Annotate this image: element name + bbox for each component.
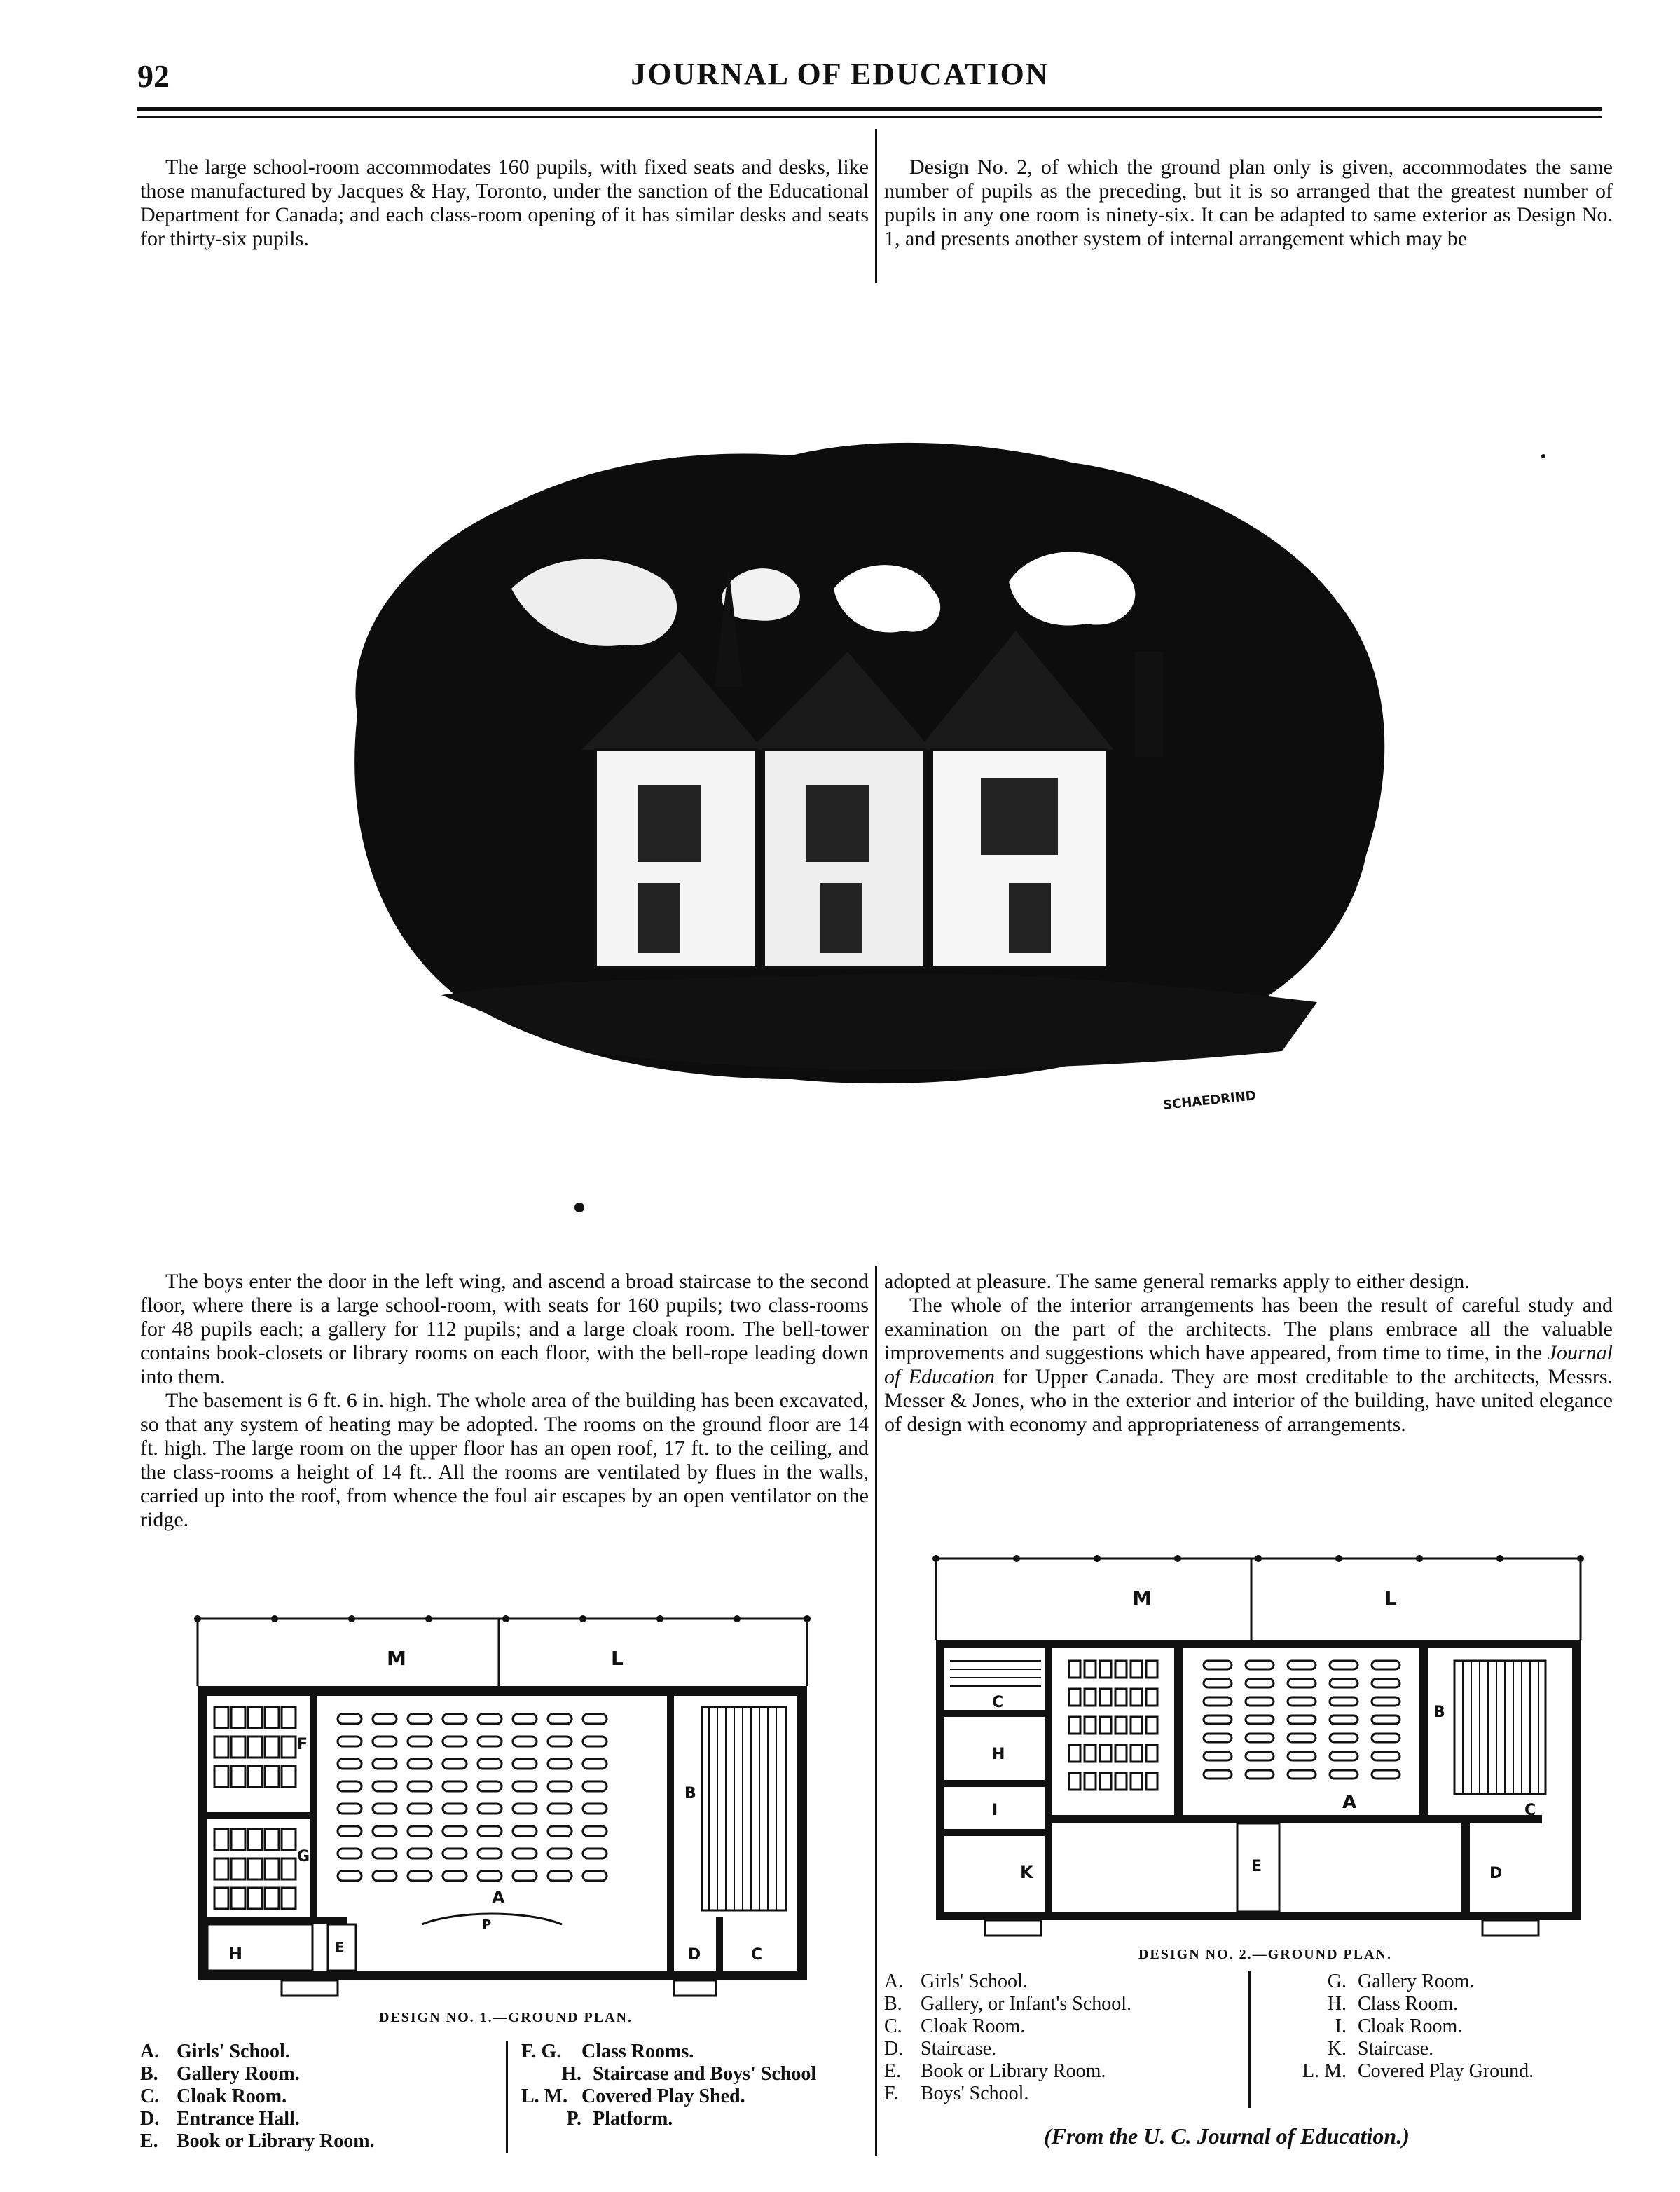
legend-key: H.	[561, 2063, 581, 2085]
legend-key: K.	[1327, 2038, 1347, 2060]
legend-row	[140, 2085, 476, 2108]
plan2-label-d: D	[1489, 1865, 1503, 1882]
dot-mark	[574, 1203, 584, 1212]
legend-key: B.	[140, 2063, 158, 2085]
plan1-caption: DESIGN NO. 1.—GROUND PLAN.	[378, 2010, 633, 2025]
header-rule	[137, 107, 1602, 111]
legend-row	[521, 2041, 858, 2063]
legend-divider	[1248, 1971, 1251, 2108]
legend-row	[1269, 1993, 1606, 2015]
legend-key: D.	[140, 2108, 160, 2130]
legend-text: Covered Play Shed.	[581, 2085, 745, 2107]
legend-key: G.	[1327, 1971, 1347, 1992]
left-paragraph-2: The basement is 6 ft. 6 in. high. The whole area of the building has been excavated, so that any system of heating may be adopted. The rooms on the ground floor are 14 ft. high. The large room on the upper floor has an open roof, 17 ft. to the ceiling, and the class-rooms a height of 14 ft.. All the rooms are ventilated by flues in the walls, carried up into the roof, from whence the foul air escapes by an open ventilator on the ridge.	[140, 1389, 869, 1531]
legend-key: E.	[884, 2060, 902, 2082]
right-column-text	[884, 1270, 1613, 1437]
plan2-label-a: A	[1342, 1792, 1357, 1813]
engraver-signature: SCHAEDRIND	[1162, 1088, 1257, 1113]
legend-text: Cloak Room.	[177, 2085, 287, 2107]
legend-text: Staircase.	[1358, 2038, 1434, 2060]
legend-row	[884, 2060, 1248, 2083]
right-paragraph-2-end: for Upper Canada. They are most creditable to the architects, Messrs. Messer & Jones, who in the exterior and interior of the building, have united elegance of design with economy and appropriateness of arrangements.	[884, 1365, 1613, 1436]
plan2-caption: DESIGN NO. 2.—GROUND PLAN.	[1138, 1947, 1393, 1962]
right-paragraph-1: adopted at pleasure. The same general remarks apply to either design.	[884, 1270, 1470, 1293]
source-note: (From the U. C. Journal of Education.)	[1044, 2123, 1410, 2149]
plan1-label-g: G	[297, 1848, 310, 1865]
legend-key: P.	[566, 2108, 581, 2130]
plan2-label-m: M	[1132, 1587, 1152, 1610]
legend-text: Entrance Hall.	[177, 2108, 300, 2130]
plan2-legend-right	[1269, 1971, 1606, 2083]
legend-row	[1269, 2015, 1606, 2038]
legend-key: L. M.	[1302, 2060, 1347, 2082]
legend-text: Staircase.	[921, 2038, 997, 2060]
legend-row	[1269, 2038, 1606, 2060]
legend-text: Gallery, or Infant's School.	[921, 1993, 1132, 2015]
dot-mark-small	[1541, 454, 1545, 458]
legend-row	[884, 2083, 1248, 2105]
legend-row	[884, 1993, 1248, 2015]
legend-key: F.	[884, 2083, 899, 2104]
plan1-legend-left	[140, 2041, 476, 2153]
legend-key: A.	[140, 2041, 160, 2062]
legend-divider	[506, 2041, 508, 2153]
left-paragraph-1: The boys enter the door in the left wing, and ascend a broad staircase to the second floor, where there is a large school-room, with seats for 160 pupils; two class-rooms for 48 pupils each; a gallery for 112 pupils; and a large cloak room. The bell-tower contains book-closets or library rooms on each floor, with the bell-rope leading down into them.	[140, 1270, 869, 1388]
right-paragraph-2-start: The whole of the interior arrangements has been the result of careful study and examination on the part of the architects. The plans embrace all the valuable improvements and suggestions which have appeared, from time to time, in the	[884, 1294, 1613, 1364]
plan1-label-e: E	[335, 1939, 345, 1956]
legend-text: Class Rooms.	[581, 2041, 694, 2062]
legend-text: Girls' School.	[921, 1971, 1028, 1992]
legend-key: F. G.	[521, 2041, 562, 2062]
legend-text: Class Room.	[1358, 1993, 1459, 2015]
plan1-label-a: A	[492, 1888, 505, 1907]
legend-text: Platform.	[593, 2108, 673, 2130]
plan2-label-c-right: C	[1524, 1802, 1536, 1819]
legend-text: Covered Play Ground.	[1358, 2060, 1534, 2082]
plan1-label-l: L	[611, 1647, 624, 1670]
legend-key: L. M.	[521, 2085, 568, 2107]
legend-row	[140, 2108, 476, 2130]
legend-text: Book or Library Room.	[177, 2130, 375, 2152]
plan1-label-d: D	[688, 1946, 701, 1964]
legend-key: H.	[1327, 1993, 1347, 2015]
legend-key: D.	[884, 2038, 904, 2060]
top-left-paragraph: The large school-room accommodates 160 pupils, with fixed seats and desks, like those manufactured by Jacques & Hay, Toronto, under the sanction of the Educational Department for Canada; and each class-room opening of it has similar desks and seats for thirty-six pupils.	[140, 156, 869, 250]
plan2-label-b: B	[1433, 1704, 1445, 1721]
legend-key: I.	[1335, 2015, 1347, 2037]
plan2-label-h: H	[992, 1746, 1005, 1763]
column-divider-top	[875, 129, 877, 283]
plan2-label-c-left: C	[992, 1694, 1004, 1711]
legend-key: B.	[884, 1993, 902, 2015]
plan1-label-h: H	[228, 1944, 243, 1964]
legend-text: Cloak Room.	[1358, 2015, 1463, 2037]
left-column-text	[140, 1270, 869, 1532]
legend-text: Book or Library Room.	[921, 2060, 1106, 2082]
plan1-legend-right	[521, 2041, 858, 2130]
plan2-label-e: E	[1251, 1858, 1262, 1875]
design-2-ground-plan	[929, 1549, 1602, 1941]
legend-row	[521, 2085, 858, 2108]
legend-row	[884, 1971, 1248, 1993]
legend-row	[140, 2130, 476, 2153]
design-1-ground-plan	[191, 1609, 821, 2001]
legend-row	[884, 2038, 1248, 2060]
plan1-label-b: B	[684, 1785, 696, 1802]
column-divider-bottom	[875, 1266, 877, 2156]
legend-row	[521, 2063, 858, 2085]
header-rule-thin	[137, 116, 1602, 118]
plan1-label-f: F	[297, 1736, 308, 1753]
legend-row	[884, 2015, 1248, 2038]
legend-text: Girls' School.	[177, 2041, 290, 2062]
legend-text: Gallery Room.	[1358, 1971, 1475, 1992]
legend-row	[140, 2041, 476, 2063]
plan2-label-l: L	[1384, 1587, 1397, 1610]
journal-reference: Journal of Education	[884, 1341, 1613, 1388]
plan1-label-m: M	[387, 1647, 406, 1670]
page-number: 92	[137, 58, 170, 94]
journal-title: JOURNAL OF EDUCATION	[631, 57, 1049, 91]
legend-text: Gallery Room.	[177, 2063, 300, 2085]
schoolhouse-engraving	[301, 420, 1422, 1156]
legend-row	[140, 2063, 476, 2085]
legend-key: C.	[140, 2085, 160, 2107]
right-paragraph-2	[884, 1294, 1613, 1437]
legend-text: Boys' School.	[921, 2083, 1029, 2104]
legend-key: A.	[884, 1971, 904, 1992]
legend-row	[1269, 1971, 1606, 1993]
plan2-legend-left	[884, 1971, 1248, 2105]
top-right-paragraph: Design No. 2, of which the ground plan only is given, accommodates the same number of pupils as the preceding, but it is so arranged that the greatest number of pupils in any one room is ninety-six. It can be adapted to same exterior as Design No. 1, and presents another system of internal arrangement which may be	[884, 156, 1613, 250]
legend-row	[1269, 2060, 1606, 2083]
plan2-label-i: I	[992, 1802, 998, 1819]
legend-row	[521, 2108, 858, 2130]
legend-key: C.	[884, 2015, 902, 2037]
legend-text: Staircase and Boys' School	[593, 2063, 817, 2085]
plan2-label-k: K	[1020, 1863, 1033, 1882]
legend-text: Cloak Room.	[921, 2015, 1026, 2037]
plan1-label-c: C	[751, 1946, 763, 1964]
plan1-label-p: P	[482, 1917, 492, 1932]
legend-key: E.	[140, 2130, 158, 2152]
